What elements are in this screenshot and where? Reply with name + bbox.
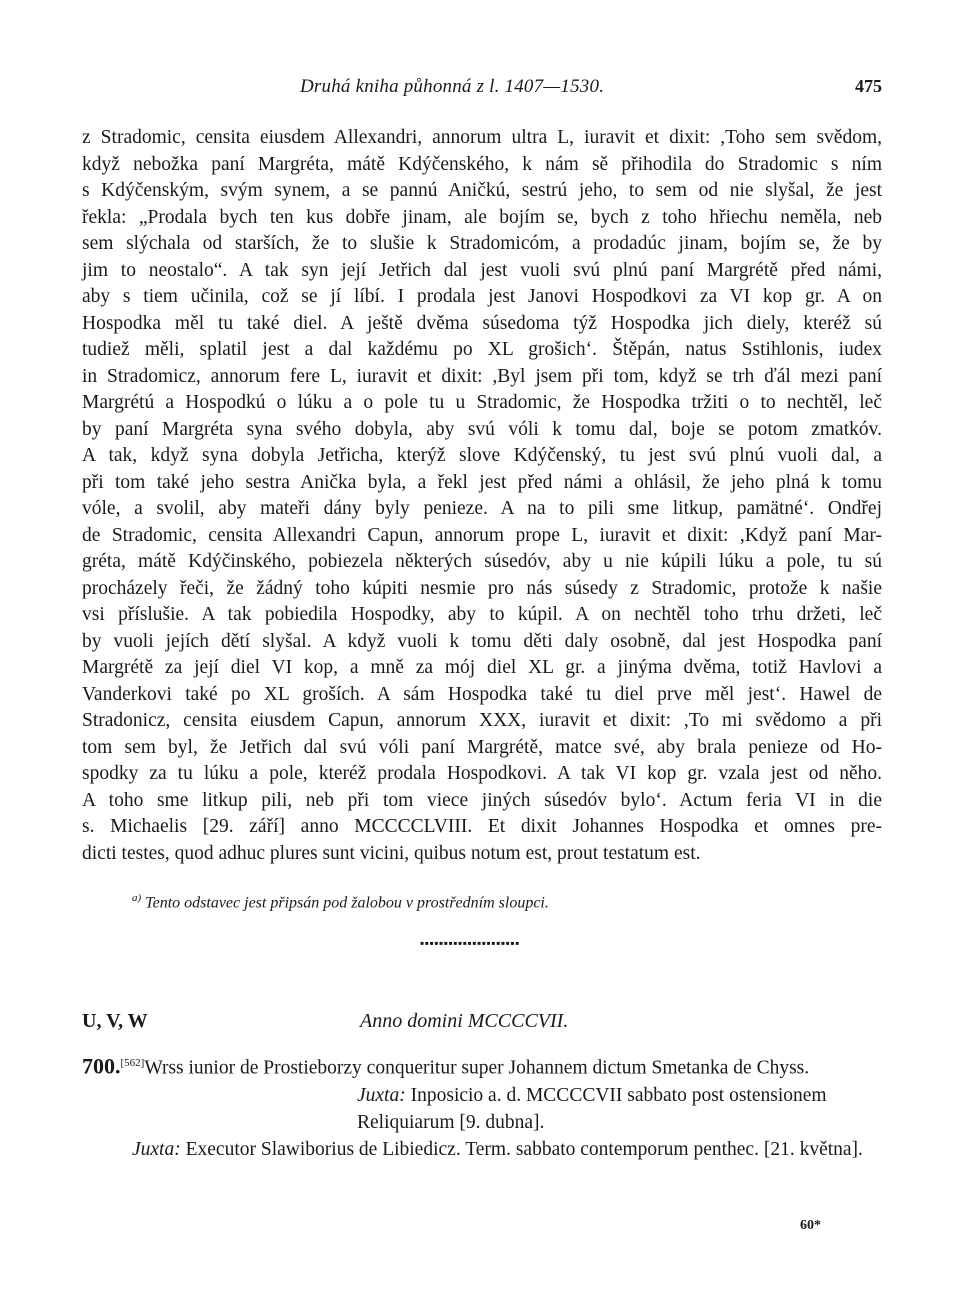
paragraph-line: vsi příslušie. A tak pobiedila Hospodky, aby to kúpil. A on nechtěl toho trhu držeti, leč xyxy=(82,604,882,625)
paragraph-line: aby s tiem učinila, což se jí líbí. I prodala jest Janovi Hospodkovi za VI kop gr. A on xyxy=(82,286,882,307)
paragraph-line: in Stradomicz, annorum fere L, iuravit et dixit: ,Byl jsem při tom, když se trh ďál mezi paní xyxy=(82,365,882,387)
page-header xyxy=(82,76,882,104)
juxta-text: Inposicio a. d. MCCCCVII sabbato post ostensionem Reliquiarum [9. dubna]. xyxy=(357,1084,827,1133)
paragraph-line: vóle, a svolil, aby mateři dány byly penieze. A na to pili sme litkup, pamätné‘. Ondřej xyxy=(82,498,882,519)
paragraph-line: A toho sme litkup pili, neb při tom viece jiných súsedóv bylo‘. Actum feria VI in die xyxy=(82,789,882,811)
paragraph-line: sem slýchala od starších, že to slušie k Stradomicóm, a prodadúc jinam, bojím se, že by xyxy=(82,233,882,254)
paragraph-line: spodky za tu lúku a pole, kteréž prodala Hospodkovi. A tak VI kop gr. vzala jest od něho. xyxy=(82,763,882,784)
running-title: Druhá kniha půhonná z l. 1407—1530. xyxy=(300,76,605,97)
paragraph-line: Margrétú a Hospodkú o lúku a o pole tu u Stradomic, že Hospodka tržiti o to nechtěl, leč xyxy=(82,392,882,413)
page-number: 475 xyxy=(855,76,882,96)
paragraph-line: když nebožka paní Margréta, mátě Kdýčenského, k nám sě přihodila do Stradomic s ním xyxy=(82,153,882,175)
footnote xyxy=(132,892,549,912)
juxta-label: Juxta: xyxy=(132,1138,181,1160)
entry-main xyxy=(82,1050,882,1082)
paragraph-line: řekla: „Prodala bych ten kus dobře jinam, ale bojím se, bych z toho hřiechu neměla, neb xyxy=(82,206,882,228)
footnote-text: Tento odstavec jest připsán pod žalobou v prostředním sloupci. xyxy=(145,894,549,912)
paragraph-line: gréta, mátě Kdýčinského, pobiezela některých súsedóv, aby u nie kúpili lúku a pole, tu sú xyxy=(82,551,882,572)
juxta-executor xyxy=(82,1136,882,1163)
paragraph-line: de Stradomic, censita Allexandri Capun, annorum prope L, iuravit et dixit: ,Když paní Mar- xyxy=(82,524,882,546)
paragraph-line: z Stradomic, censita eiusdem Allexandri, annorum ultra L, iuravit et dixit: ,Toho sem svědom, xyxy=(82,127,882,148)
main-paragraph xyxy=(82,125,882,867)
paragraph-line: by vuoli jejích dětí slyšal. A když vuoli k tomu děti daly osobně, dal jest Hospodka paní xyxy=(82,630,882,652)
paragraph-line: tudiež měli, splatil jest a dal každému po XL grošich‘. Štěpán, natus Sstihlonis, iudex xyxy=(82,339,882,360)
juxta-text: Executor Slawiborius de Libiedicz. Term. sabbato contemporum penthec. [21. května]. xyxy=(180,1138,863,1160)
paragraph-line: by paní Margréta syna svého dobyla, aby svú vóli k tomu dal, boje se potom zmatkóv. xyxy=(82,418,882,440)
entry-ref: [562] xyxy=(120,1057,145,1069)
paragraph-line: Margrétě za její diel VI kop, a mně za mój diel XL gr. a jinýma dvěma, totiž Havlovi a xyxy=(82,657,882,678)
paragraph-line: tom sem byl, že Jetřich dal svú vóli paní Margrétě, matce své, aby brala penieze od Ho- xyxy=(82,736,882,758)
juxta-label: Juxta: xyxy=(357,1084,406,1106)
paragraph-line: jim to neostalo“. A tak syn její Jetřich dal jest vuoli svú plnú paní Margrétě před námi, xyxy=(82,259,882,281)
paragraph-line: Stradonicz, censita eiusdem Capun, annorum XXX, iuravit et dixit: ,To mi svědomo a při xyxy=(82,710,882,731)
entry-number: 700. xyxy=(82,1053,121,1079)
section-letters: U, V, W xyxy=(82,1010,148,1032)
paragraph-line: A tak, když syna dobyla Jetřicha, kterýž slove Kdýčenský, tu jest svú plnú vuoli dal, a xyxy=(82,445,882,466)
paragraph-line: s Kdýčenským, svým synem, a se pannú Aničkú, sestrú jeho, to sem od nie slyšal, že jest xyxy=(82,180,882,201)
entry-700 xyxy=(82,1050,882,1163)
paragraph-line: Vanderkovi také po XL groších. A sám Hospodka také tu diel prve měl jest‘. Hawel de xyxy=(82,683,882,705)
year-heading: Anno domini MCCCCVII. xyxy=(360,1010,569,1032)
paragraph-line: procházely řeči, že žádný toho kúpiti nesmie pro nás súsedy z Stradomic, protože k našie xyxy=(82,577,882,599)
section-separator: ▪▪▪▪▪▪▪▪▪▪▪▪▪▪▪▪▪▪▪▪▪ xyxy=(420,936,520,950)
footnote-marker: a) xyxy=(132,892,142,904)
paragraph-line: s. Michaelis [29. září] anno MCCCCLVIII. Et dixit Johannes Hospodka et omnes pre- xyxy=(82,816,882,837)
paragraph-line: dicti testes, quod adhuc plures sunt vicini, quibus notum est, prout testatum est. xyxy=(82,842,701,864)
entry-text: Wrss iunior de Prostieborzy conqueritur super Johannem dictum Smetanka de Chyss. xyxy=(144,1057,810,1079)
paragraph-line: při tom také jeho sestra Anička byla, a řekl jest před námi a ohlásil, že jeho plná k tomu xyxy=(82,471,882,493)
juxta-inposicio xyxy=(82,1082,882,1136)
signature-mark: 60* xyxy=(800,1218,821,1233)
paragraph-line: Hospodka měl tu také diel. A ještě dvěma súsedoma týž Hospodka jich diely, kteréž sú xyxy=(82,312,882,334)
